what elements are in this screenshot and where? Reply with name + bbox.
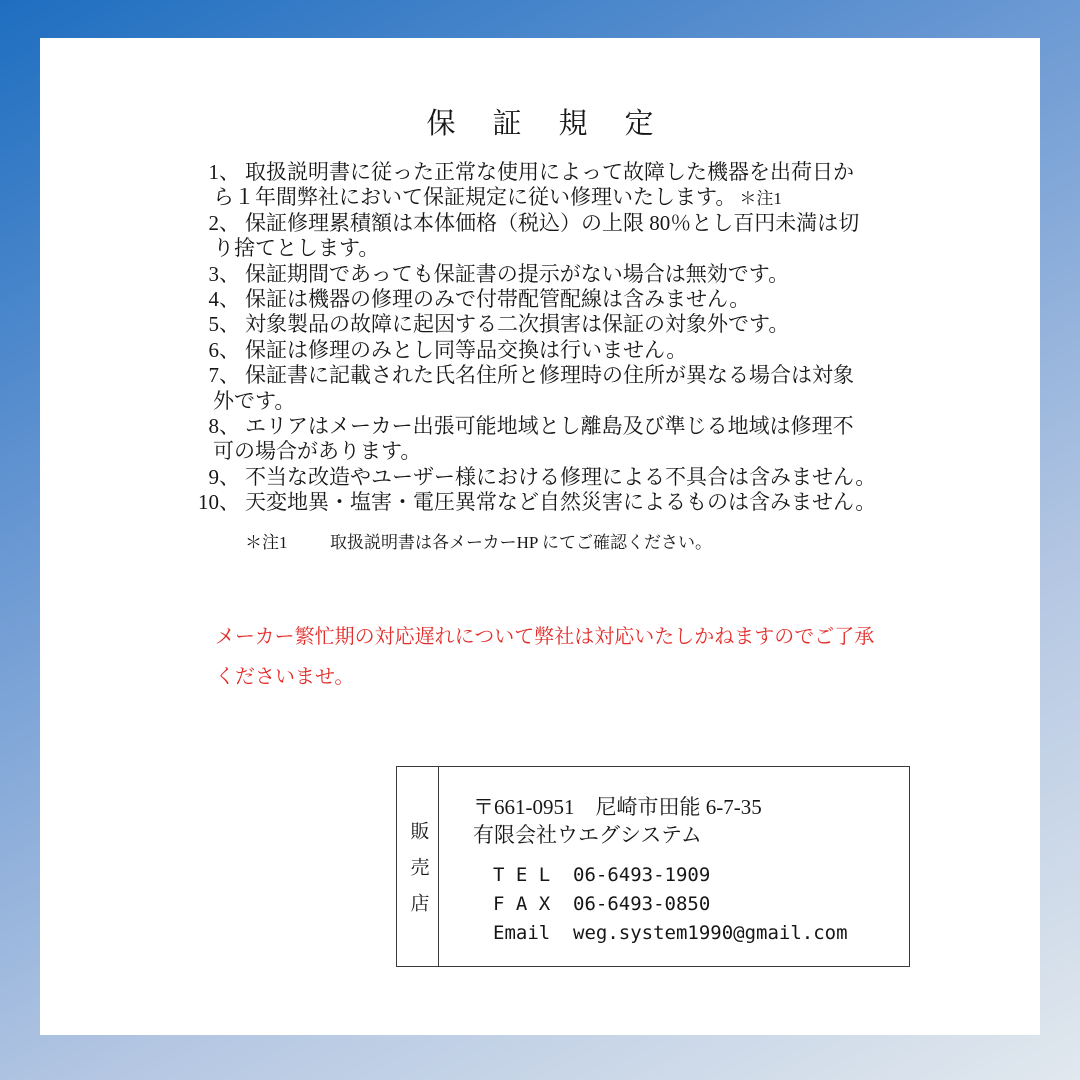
item-number: 9、 [208,464,240,489]
footnote-label: ＊注1 [245,533,288,552]
email-address: weg.system1990@gmail.com [573,922,848,944]
fax-label: F A X [493,893,551,915]
item-number: 3、 [208,261,240,286]
item-number: 7、 [208,363,240,388]
seller-info-box [396,766,910,967]
tel-label: T E L [493,864,551,886]
list-item-1 [40,160,1040,185]
item-number: 2、 [208,210,240,235]
item-text: エリアはメーカー出張可能地域とし離島及び準じる地域は修理不 [245,413,854,438]
seller-address-block [473,793,762,849]
list-item-8-continuation [40,439,1040,464]
page-title [40,102,1040,146]
seller-fax-row [493,890,848,919]
item-text: 不当な改造やユーザー様における修理による不具合は含みません。 [245,464,877,489]
item-number: 5、 [208,312,240,337]
seller-email-row [493,919,848,948]
item-text: 外です。 [213,388,296,413]
list-item-1-continuation [40,185,1040,210]
document-page [40,38,1040,1035]
item-text: ら１年間弊社において保証規定に従い修理いたします。 [213,185,737,210]
item-number: 10、 [198,490,240,515]
seller-contacts [493,861,848,948]
list-item-7 [40,363,1040,388]
item-text: 保証は修理のみとし同等品交換は行いません。 [245,337,688,362]
seller-postal-address: 〒661-0951 尼崎市田能 6-7-35 [473,795,762,819]
list-item-7-continuation [40,389,1040,414]
warranty-terms-list [40,160,1040,515]
seller-tel-row [493,861,848,890]
item-text: 保証は機器の修理のみで付帯配管配線は含みません。 [245,286,751,311]
list-item-9 [40,465,1040,490]
item-text: 可の場合があります。 [213,439,422,464]
tel-number: 06-6493-1909 [573,864,711,886]
item-text: 保証期間であっても保証書の提示がない場合は無効です。 [245,261,790,286]
item-text: り捨てとします。 [213,236,380,261]
item-number: 8、 [208,413,240,438]
list-item-2 [40,211,1040,236]
notice-line: メーカー繁忙期の対応遅れについて弊社は対応いたしかねますのでご了承 [215,626,875,648]
seller-company-name: 有限会社ウエグシステム [473,823,702,847]
item-text: 天変地異・塩害・電圧異常など自然災害によるものは含みません。 [245,490,877,515]
list-item-10 [40,490,1040,515]
item-text: 保証書に記載された氏名住所と修理時の住所が異なる場合は対象 [245,363,854,388]
page-title-text: 保証規定 [426,108,691,140]
list-item-5 [40,312,1040,337]
list-item-6 [40,338,1040,363]
footnote-text: 取扱説明書は各メーカーHP にてご確認ください。 [330,533,713,552]
seller-label-text: 販売店 [407,821,429,929]
email-label: Email [493,922,551,944]
item-text: 取扱説明書に従った正常な使用によって故障した機器を出荷日か [245,160,854,184]
footnote-reference: ＊注1 [739,189,782,209]
seller-label-cell [397,767,439,966]
item-number: 4、 [208,286,240,311]
notice-line: くださいませ。 [215,666,355,688]
list-item-4 [40,287,1040,312]
list-item-3 [40,262,1040,287]
item-text: 保証修理累積額は本体価格（税込）の上限 80％とし百円未満は切 [245,210,860,235]
item-number: 1、 [208,160,240,184]
fax-number: 06-6493-0850 [573,893,711,915]
busy-period-notice [215,617,1000,697]
list-item-8 [40,414,1040,439]
footnote [40,532,1040,554]
list-item-2-continuation [40,236,1040,261]
item-text: 対象製品の故障に起因する二次損害は保証の対象外です。 [245,312,790,337]
item-number: 6、 [208,337,240,362]
